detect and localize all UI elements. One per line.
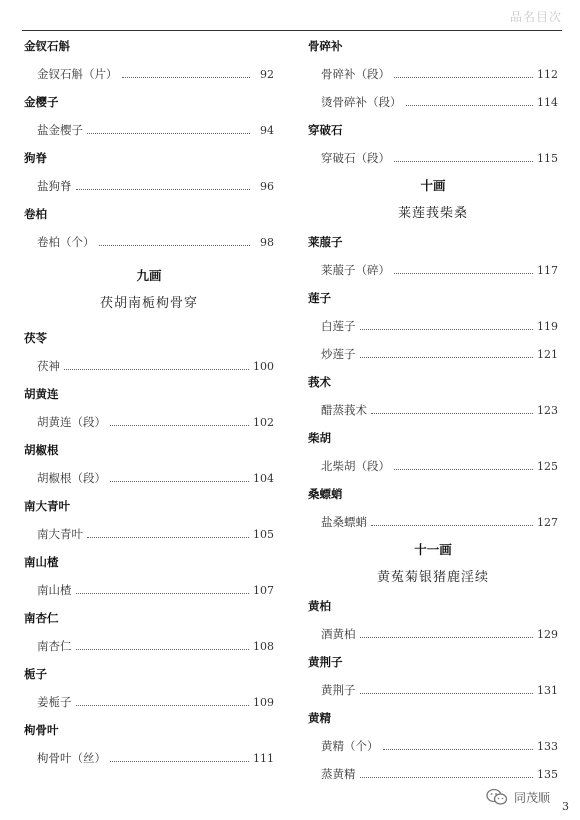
toc-entry-page-number: 123 [537,403,558,417]
toc-entry-label: 酒黄柏 [321,627,356,641]
toc-entry-label: 穿破石（段） [321,151,390,165]
dot-leader [76,697,250,706]
dot-leader [406,97,534,106]
toc-entry[interactable] [308,508,558,536]
toc-group-heading: 枸骨叶 [24,723,59,737]
toc-right-column [308,32,558,788]
toc-group-heading: 黄荆子 [308,655,343,669]
toc-entry[interactable] [308,312,558,340]
dot-leader [110,473,249,482]
toc-entry-page-number: 108 [253,639,274,653]
toc-group-heading: 莲子 [308,291,331,305]
toc-entry[interactable] [24,520,274,548]
dot-leader [76,181,251,190]
dot-leader [371,517,533,526]
toc-entry-label: 盐金樱子 [37,123,83,137]
toc-group-heading: 胡黄连 [24,387,59,401]
toc-entry-label: 南杏仁 [37,639,72,653]
toc-entry-page-number: 94 [260,123,274,137]
toc-entry[interactable] [308,144,558,172]
dot-leader [99,237,251,246]
toc-entry-page-number: 125 [537,459,558,473]
dot-leader [360,629,534,638]
toc-entry-label: 胡椒根（段） [37,471,106,485]
stroke-section-characters: 莱莲莪柴桑 [397,206,468,221]
toc-group-heading: 金钗石斛 [24,39,70,53]
toc-group-heading: 胡椒根 [24,443,59,457]
watermark-text: 同茂顺 [514,790,551,805]
toc-group-heading: 柴胡 [308,431,331,445]
toc-entry-page-number: 127 [537,515,558,529]
toc-entry-page-number: 96 [260,179,274,193]
toc-entry-page-number: 102 [253,415,274,429]
toc-group-heading: 茯苓 [24,331,47,345]
toc-group-heading: 金樱子 [24,95,59,109]
toc-entry-page-number: 114 [537,95,558,109]
toc-entry[interactable] [24,408,274,436]
toc-entry[interactable] [24,632,274,660]
toc-entry-label: 白莲子 [321,319,356,333]
dot-leader [394,69,533,78]
dot-leader [122,69,251,78]
toc-entry-page-number: 121 [537,347,558,361]
toc-entry[interactable] [24,172,274,200]
toc-group-heading: 桑螵蛸 [308,487,343,501]
dot-leader [76,641,250,650]
stroke-section-characters: 黄菟菊银猪鹿淫续 [376,570,489,585]
toc-group-heading: 穿破石 [308,123,343,137]
toc-entry-label: 胡黄连（段） [37,415,106,429]
dot-leader [110,417,249,426]
toc-entry-label: 黄荆子 [321,683,356,697]
toc-entry-label: 黄精（个） [321,739,379,753]
toc-entry-page-number: 135 [537,767,558,781]
toc-entry[interactable] [308,760,558,788]
toc-entry[interactable] [308,452,558,480]
toc-entry-label: 醋蒸莪术 [321,403,367,417]
dot-leader [76,585,250,594]
toc-group-heading: 南杏仁 [24,611,59,625]
toc-entry[interactable] [24,116,274,144]
dot-leader [360,321,534,330]
toc-entry-page-number: 105 [253,527,274,541]
dot-leader [394,153,533,162]
toc-entry-page-number: 133 [537,739,558,753]
toc-entry[interactable] [308,88,558,116]
toc-entry-label: 莱菔子（碎） [321,263,390,277]
toc-group-heading: 卷柏 [24,207,47,221]
page-number: 3 [562,800,569,813]
toc-entry[interactable] [24,228,274,256]
toc-entry-label: 南大青叶 [37,527,83,541]
stroke-section-heading: 十画 [420,178,446,193]
toc-entry-label: 姜栀子 [37,695,72,709]
toc-entry-label: 北柴胡（段） [321,459,390,473]
dot-leader [360,769,534,778]
toc-group-heading: 黄柏 [308,599,331,613]
toc-entry-label: 南山楂 [37,583,72,597]
toc-entry-label: 盐桑螵蛸 [321,515,367,529]
toc-entry[interactable] [24,744,274,772]
toc-entry-page-number: 100 [253,359,274,373]
toc-entry[interactable] [308,620,558,648]
header-rule [22,30,562,31]
toc-entry-page-number: 131 [537,683,558,697]
watermark [486,788,550,806]
toc-entry-page-number: 98 [260,235,274,249]
toc-entry[interactable] [24,464,274,492]
toc-group-heading: 栀子 [24,667,47,681]
stroke-section-heading: 九画 [136,268,162,283]
toc-entry[interactable] [24,60,274,88]
wechat-icon [486,788,508,806]
toc-entry-label: 骨碎补（段） [321,67,390,81]
toc-entry-page-number: 115 [537,151,558,165]
dot-leader [360,349,534,358]
toc-entry-label: 烫骨碎补（段） [321,95,402,109]
toc-entry-page-number: 119 [537,319,558,333]
toc-group-heading: 南山楂 [24,555,59,569]
toc-group-heading: 莪术 [308,375,331,389]
dot-leader [360,685,534,694]
toc-left-column [24,32,274,772]
toc-entry[interactable] [24,688,274,716]
running-header-mark: 品名目次 [509,10,562,24]
toc-entry-page-number: 111 [253,751,274,765]
dot-leader [110,753,249,762]
toc-entry-label: 蒸黄精 [321,767,356,781]
toc-entry-page-number: 117 [537,263,558,277]
toc-entry[interactable] [308,396,558,424]
toc-entry-page-number: 109 [253,695,274,709]
toc-group-heading: 狗脊 [24,151,47,165]
toc-group-heading: 骨碎补 [308,39,343,53]
dot-leader [394,265,533,274]
toc-entry[interactable] [308,60,558,88]
toc-entry-label: 盐狗脊 [37,179,72,193]
toc-entry-page-number: 107 [253,583,274,597]
toc-entry-label: 金钗石斛（片） [37,67,118,81]
toc-entry[interactable] [308,340,558,368]
toc-group-heading: 黄精 [308,711,331,725]
toc-entry-page-number: 92 [260,67,274,81]
toc-group-heading: 南大青叶 [24,499,70,513]
toc-entry[interactable] [308,732,558,760]
toc-entry-page-number: 129 [537,627,558,641]
toc-entry[interactable] [24,576,274,604]
dot-leader [64,361,249,370]
toc-group-heading: 莱菔子 [308,235,343,249]
toc-entry-label: 卷柏（个） [37,235,95,249]
dot-leader [87,125,250,134]
stroke-section-heading: 十一画 [414,542,452,557]
toc-entry-label: 茯神 [37,359,60,373]
toc-entry-label: 枸骨叶（丝） [37,751,106,765]
dot-leader [394,461,533,470]
dot-leader [371,405,533,414]
toc-entry-label: 炒莲子 [321,347,356,361]
toc-entry[interactable] [308,256,558,284]
stroke-section-characters: 茯胡南栀枸骨穿 [99,296,198,311]
dot-leader [87,529,249,538]
toc-entry-page-number: 104 [253,471,274,485]
dot-leader [383,741,534,750]
toc-entry-page-number: 112 [537,67,558,81]
toc-entry[interactable] [24,352,274,380]
toc-entry[interactable] [308,676,558,704]
